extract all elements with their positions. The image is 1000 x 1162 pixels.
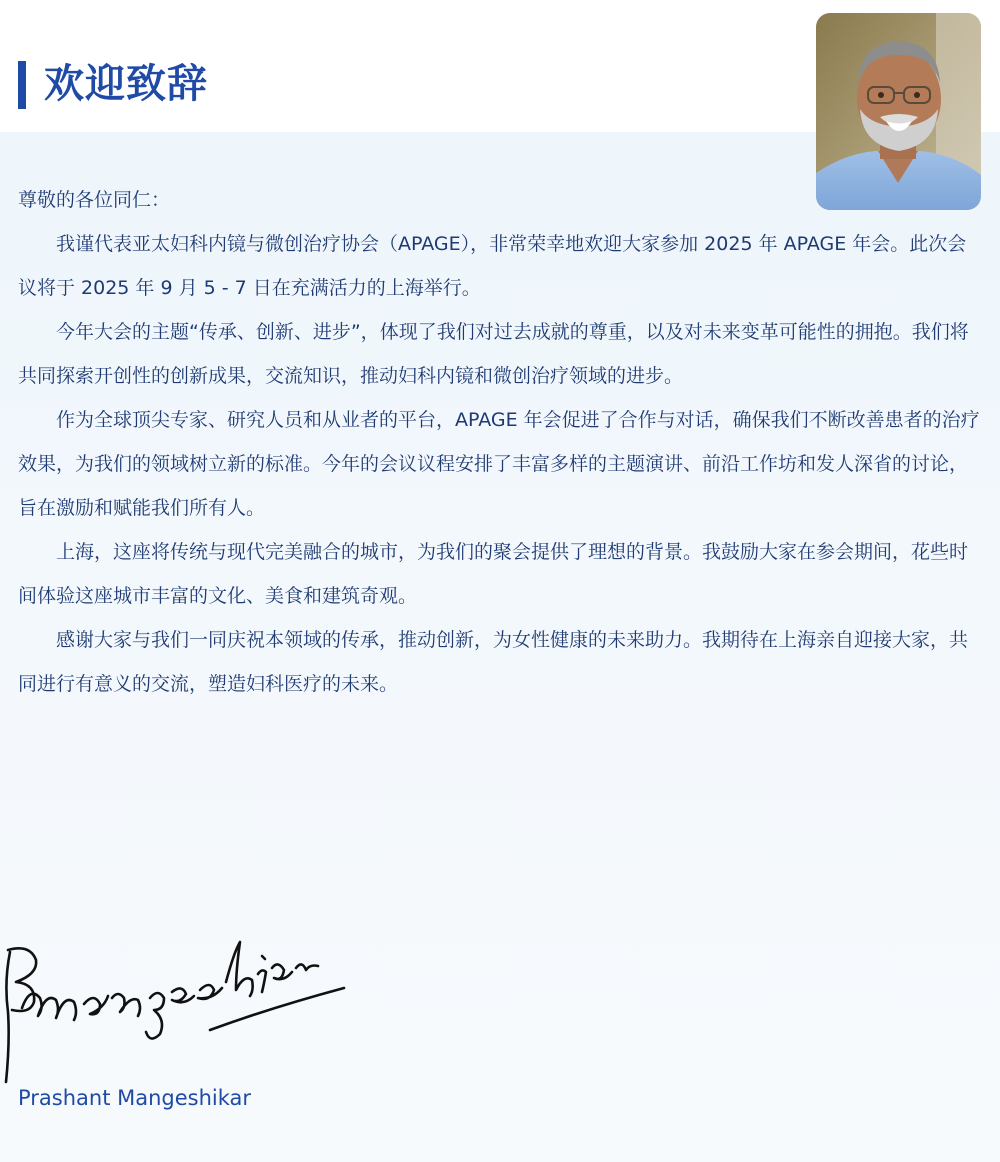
page-title: 欢迎致辞 xyxy=(44,61,208,107)
handwritten-signature xyxy=(0,912,360,1087)
signer-name: Prashant Mangeshikar xyxy=(18,1086,252,1110)
salutation: 尊敬的各位同仁： xyxy=(18,189,171,211)
paragraph-1: 我谨代表亚太妇科内镜与微创治疗协会（APAGE），非常荣幸地欢迎大家参加 2025 年 APAGE 年会。此次会议将于 2025 年 9 月 5 - 7 日在充满活力的上海举行。 xyxy=(18,233,967,299)
paragraph-4: 上海，这座将传统与现代完美融合的城市，为我们的聚会提供了理想的背景。我鼓励大家在参会期间，花些时间体验这座城市丰富的文化、美食和建筑奇观。 xyxy=(18,541,969,607)
paragraph-5: 感谢大家与我们一同庆祝本领域的传承，推动创新，为女性健康的未来助力。我期待在上海亲自迎接大家，共同进行有意义的交流，塑造妇科医疗的未来。 xyxy=(18,629,969,695)
title-accent-bar xyxy=(18,61,26,109)
letter-body xyxy=(18,178,984,706)
paragraph-2: 今年大会的主题“传承、创新、进步”，体现了我们对过去成就的尊重，以及对未来变革可能性的拥抱。我们将共同探索开创性的创新成果，交流知识，推动妇科内镜和微创治疗领域的进步。 xyxy=(18,321,969,387)
paragraph-3: 作为全球顶尖专家、研究人员和从业者的平台，APAGE 年会促进了合作与对话，确保我们不断改善患者的治疗效果，为我们的领域树立新的标准。今年的会议议程安排了丰富多样的主题演讲、前沿工作坊和发人深省的讨论，旨在激励和赋能我们所有人。 xyxy=(18,409,980,519)
